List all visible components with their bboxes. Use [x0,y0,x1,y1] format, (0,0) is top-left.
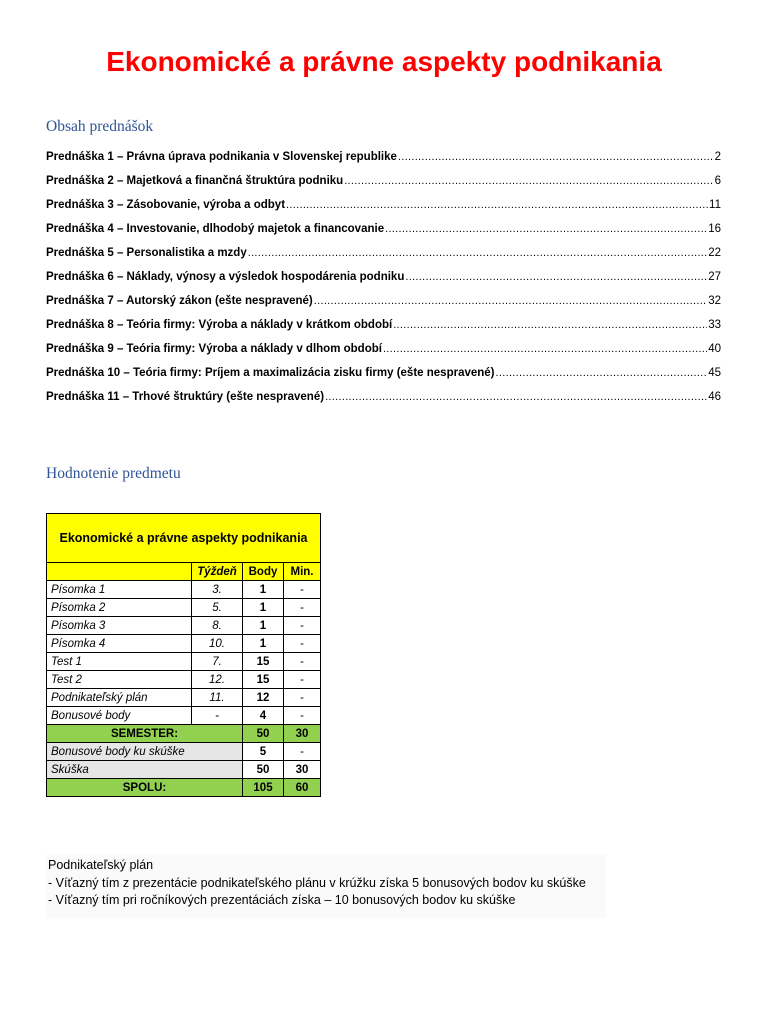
table-of-contents [46,151,721,415]
grading-heading: Hodnotenie predmetu [46,465,181,482]
toc-leader-dots [314,295,707,307]
toc-item[interactable] [46,247,721,271]
row-min: - [284,689,321,707]
row-min: - [284,707,321,725]
row-week: 5. [192,599,243,617]
toc-item-page: 16 [708,223,721,235]
grand-total-row [47,779,321,797]
row-points: 4 [243,707,284,725]
page-title: Ekonomické a právne aspekty podnikania [106,46,662,77]
row-points: 1 [243,617,284,635]
toc-item-label[interactable]: Prednáška 9 – Teória firmy: Výroba a náklady v dlhom období [46,343,382,355]
toc-item-page: 40 [708,343,721,355]
toc-item-label[interactable]: Prednáška 1 – Právna úprava podnikania v Slovenskej republike [46,151,397,163]
toc-item-page: 32 [708,295,721,307]
business-plan-heading: Podnikateľský plán [48,858,154,872]
column-header-min: Min. [284,563,321,581]
row-week: 12. [192,671,243,689]
exam-name: Skúška [47,761,243,779]
toc-item[interactable] [46,151,721,175]
row-week: 10. [192,635,243,653]
row-week: 3. [192,581,243,599]
bonus-exam-name: Bonusové body ku skúške [47,743,243,761]
toc-item-label[interactable]: Prednáška 8 – Teória firmy: Výroba a náklady v krátkom období [46,319,393,331]
toc-item[interactable] [46,367,721,391]
toc-item-page: 2 [714,151,721,163]
row-points: 12 [243,689,284,707]
table-row [47,581,321,599]
toc-item[interactable] [46,295,721,319]
toc-item-label[interactable]: Prednáška 6 – Náklady, výnosy a výsledok hospodárenia podniku [46,271,405,283]
exam-min: 30 [284,761,321,779]
table-row [47,761,321,779]
bonus-exam-min: - [284,743,321,761]
toc-item[interactable] [46,271,721,295]
row-points: 1 [243,599,284,617]
row-name: Test 2 [47,671,192,689]
table-row [47,689,321,707]
row-name: Písomka 4 [47,635,192,653]
toc-item[interactable] [46,319,721,343]
row-name: Písomka 2 [47,599,192,617]
total-min: 60 [284,779,321,797]
row-min: - [284,581,321,599]
toc-leader-dots [398,151,714,163]
row-min: - [284,635,321,653]
row-min: - [284,617,321,635]
toc-item-label[interactable]: Prednáška 2 – Majetková a finančná štruktúra podniku [46,175,344,187]
semester-label: SEMESTER: [47,725,243,743]
table-row [47,671,321,689]
toc-leader-dots [385,223,707,235]
toc-item-page: 27 [708,271,721,283]
toc-leader-dots [286,199,708,211]
toc-leader-dots [393,319,707,331]
row-name: Podnikateľský plán [47,689,192,707]
row-name: Test 1 [47,653,192,671]
toc-leader-dots [383,343,707,355]
toc-heading: Obsah prednášok [46,118,154,135]
row-week: 11. [192,689,243,707]
bonus-exam-points: 5 [243,743,284,761]
toc-item-label[interactable]: Prednáška 10 – Teória firmy: Príjem a maximalizácia zisku firmy (ešte nespravené) [46,367,495,379]
toc-item-label[interactable]: Prednáška 11 – Trhové štruktúry (ešte nespravené) [46,391,325,403]
table-row [47,635,321,653]
semester-min: 30 [284,725,321,743]
toc-leader-dots [344,175,713,187]
toc-item[interactable] [46,175,721,199]
row-week: 8. [192,617,243,635]
toc-item-page: 11 [709,199,721,211]
row-points: 15 [243,653,284,671]
toc-item-label[interactable]: Prednáška 7 – Autorský zákon (ešte nespravené) [46,295,313,307]
row-min: - [284,599,321,617]
toc-item-page: 22 [708,247,721,259]
semester-total-row [47,725,321,743]
toc-leader-dots [248,247,707,259]
table-row [47,599,321,617]
toc-item-page: 45 [708,367,721,379]
total-label: SPOLU: [47,779,243,797]
row-min: - [284,653,321,671]
semester-points: 50 [243,725,284,743]
toc-item-label[interactable]: Prednáška 3 – Zásobovanie, výroba a odbyt [46,199,286,211]
toc-item-label[interactable]: Prednáška 4 – Investovanie, dlhodobý majetok a financovanie [46,223,385,235]
table-row [47,707,321,725]
toc-leader-dots [325,391,707,403]
toc-item-page: 33 [708,319,721,331]
row-name: Písomka 3 [47,617,192,635]
toc-item[interactable] [46,223,721,247]
column-header-points: Body [243,563,284,581]
toc-item-label[interactable]: Prednáška 5 – Personalistika a mzdy [46,247,247,259]
exam-points: 50 [243,761,284,779]
table-row [47,743,321,761]
grading-table-title: Ekonomické a právne aspekty podnikania [47,514,321,563]
toc-item[interactable] [46,199,721,223]
table-row [47,653,321,671]
toc-item-page: 6 [714,175,721,187]
column-header-item [47,563,192,581]
toc-item[interactable] [46,391,721,415]
row-points: 15 [243,671,284,689]
grading-table [46,513,321,797]
row-name: Bonusové body [47,707,192,725]
total-points: 105 [243,779,284,797]
toc-item-page: 46 [708,391,721,403]
row-points: 1 [243,635,284,653]
business-plan-line: - Víťazný tím pri ročníkových prezentáciách získa – 10 bonusových bodov ku skúške [48,893,516,907]
row-min: - [284,671,321,689]
row-week: 7. [192,653,243,671]
toc-leader-dots [496,367,708,379]
table-row [47,617,321,635]
business-plan-line: - Víťazný tím z prezentácie podnikateľského plánu v krúžku získa 5 bonusových bodov ku skúške [48,875,586,890]
row-name: Písomka 1 [47,581,192,599]
toc-leader-dots [405,271,707,283]
row-points: 1 [243,581,284,599]
business-plan-note [46,854,606,918]
column-header-week: Týždeň [192,563,243,581]
toc-item[interactable] [46,343,721,367]
row-week: - [192,707,243,725]
